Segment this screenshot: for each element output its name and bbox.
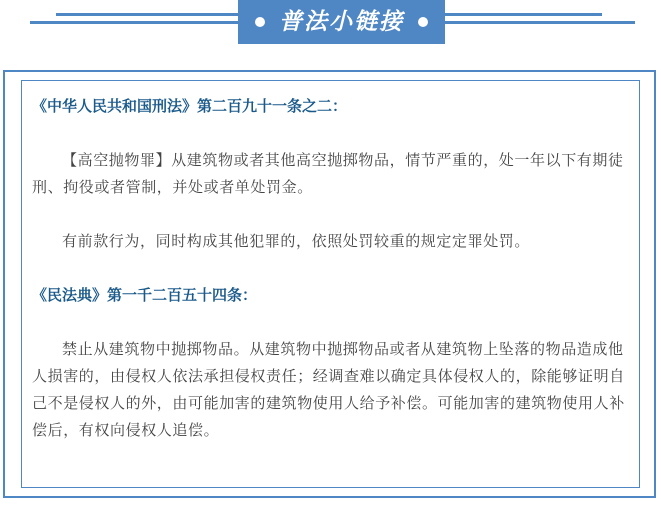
header-banner	[238, 0, 445, 44]
criminal-law-heading: 《中华人民共和国刑法》第二百九十一条之二：	[32, 97, 348, 115]
header-rule-left-bottom	[30, 21, 238, 24]
content-frame-inner	[21, 80, 640, 488]
header-rule-right-bottom	[445, 21, 635, 24]
content-frame-outer	[3, 70, 656, 498]
article-body	[32, 93, 632, 444]
civil-code-heading: 《民法典》第一千二百五十四条：	[32, 286, 258, 304]
civil-code-paragraph-1: 禁止从建筑物中抛掷物品。从建筑物中抛掷物品或者从建筑物上坠落的物品造成他人损害的，由侵权人依法承担侵权责任；经调查难以确定具体侵权人的，除能够证明自己不是侵权人的外，由可能加害的建筑物使用人给予补偿。可能加害的建筑物使用人补偿后，有权向侵权人追偿。	[32, 340, 625, 439]
dot-right-icon	[418, 17, 428, 27]
dot-left-icon	[255, 17, 265, 27]
header-title: 普法小链接	[279, 9, 404, 35]
section-header	[0, 0, 661, 48]
criminal-law-paragraph-2: 有前款行为，同时构成其他犯罪的，依照处罚较重的规定定罪处罚。	[62, 232, 531, 250]
header-rule-right-top	[445, 13, 602, 16]
header-rule-left-top	[56, 13, 238, 16]
criminal-law-paragraph-1: 【高空抛物罪】从建筑物或者其他高空抛掷物品，情节严重的，处一年以下有期徒刑、拘役或者管制，并处或者单处罚金。	[32, 151, 624, 196]
